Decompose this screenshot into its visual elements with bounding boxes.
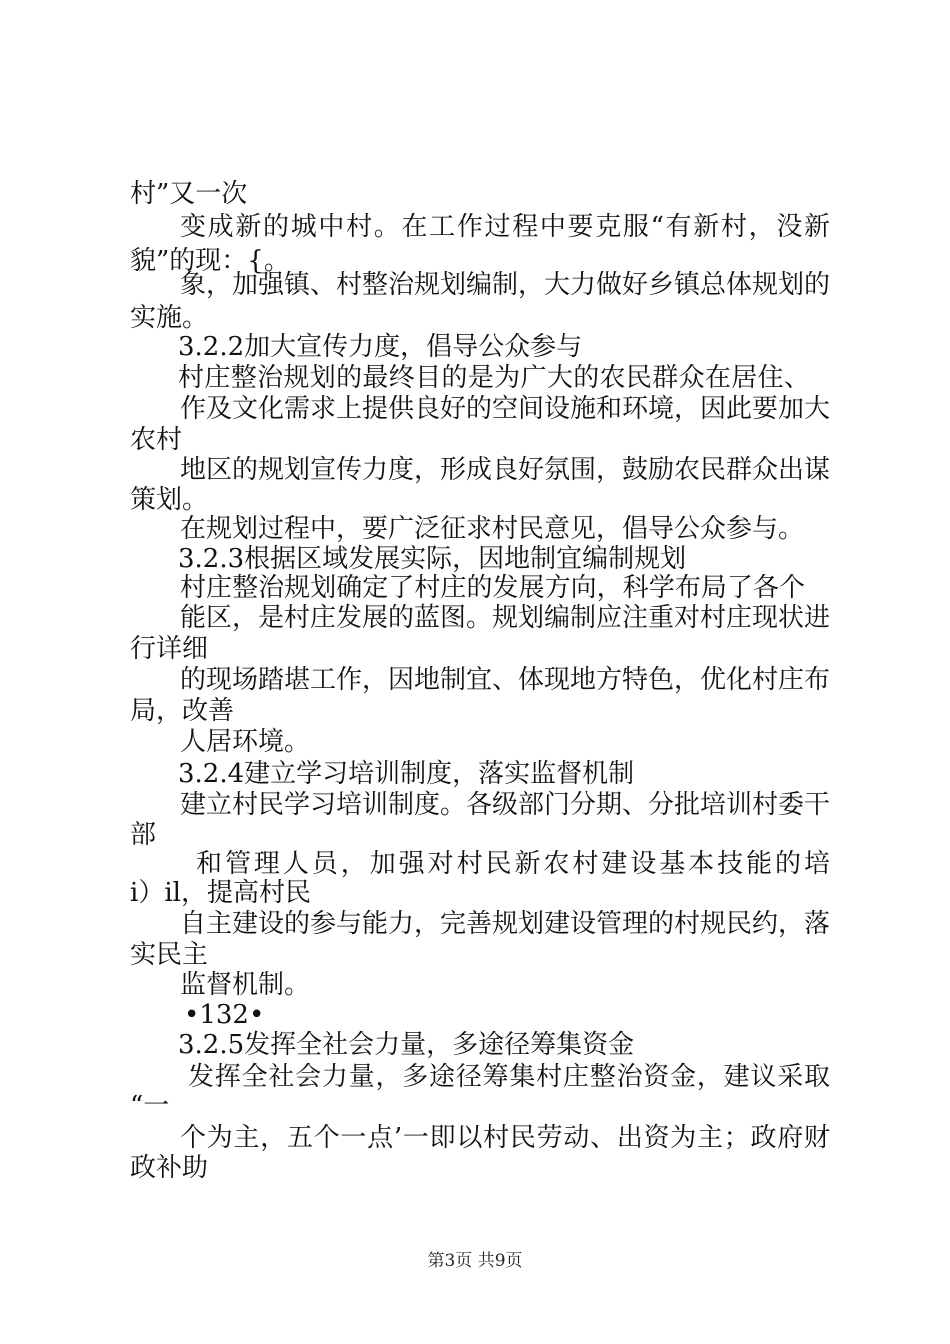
text-line: i）il，提高村民 <box>130 878 311 908</box>
text-line: 地区的规划宣传力度，形成良好氛围，鼓励农民群众出谋 <box>180 455 830 485</box>
page-number-marker: •132• <box>184 1000 265 1030</box>
text-line: 人居环境。 <box>180 727 311 757</box>
text-line: 监督机制。 <box>180 970 311 1000</box>
section-heading: 3.2.3根据区域发展实际，因地制宜编制规划 <box>178 544 687 574</box>
text-line: 行详细 <box>130 634 209 664</box>
text-line: 实民主 <box>130 940 209 970</box>
text-line: 实施。 <box>130 303 209 333</box>
text-line: 农村 <box>130 425 183 455</box>
text-line: 部 <box>130 820 157 850</box>
section-heading: 3.2.2加大宣传力度，倡导公众参与 <box>178 332 583 362</box>
text-line: 象，加强镇、村整治规划编制，大力做好乡镇总体规划的 <box>180 270 830 300</box>
text-line: 变成新的城中村。在工作过程中要克服“有新村，没新 <box>180 212 830 242</box>
section-heading: 3.2.5发挥全社会力量，多途径筹集资金 <box>178 1030 635 1060</box>
section-heading: 3.2.4建立学习培训制度，落实监督机制 <box>178 759 635 789</box>
text-line: “一 <box>130 1091 170 1121</box>
text-line: 在规划过程中，要广泛征求村民意见，倡导公众参与。 <box>180 514 805 544</box>
text-line: 建立村民学习培训制度。各级部门分期、分批培训村委干 <box>180 790 830 820</box>
text-line: 政补助 <box>130 1153 209 1183</box>
text-line: 貌”的现：{。 <box>130 246 290 276</box>
text-line: 局，改善 <box>130 696 235 726</box>
text-line: 能区，是村庄发展的蓝图。规划编制应注重对村庄现状进 <box>180 603 830 633</box>
text-line: 和管理人员，加强对村民新农村建设基本技能的培 <box>196 849 830 879</box>
page-footer: 第3页 共9页 <box>427 1251 523 1271</box>
text-line: 的现场踏堪工作，因地制宜、体现地方特色，优化村庄布 <box>180 665 830 695</box>
text-line: 作及文化需求上提供良好的空间设施和环境，因此要加大 <box>180 394 830 424</box>
text-line: 发挥全社会力量，多途径筹集村庄整治资金，建议采取 <box>188 1062 830 1092</box>
text-line: 村庄整治规划确定了村庄的发展方向，科学布局了各个 <box>180 573 805 603</box>
text-line: 村庄整治规划的最终目的是为广大的农民群众在居住、 <box>178 363 810 393</box>
text-line: 村”又一次 <box>130 179 248 209</box>
text-line: 策划。 <box>130 485 209 515</box>
text-line: 自主建设的参与能力，完善规划建设管理的村规民约，落 <box>180 909 830 939</box>
text-line: 个为主，五个一点’一即以村民劳动、出资为主；政府财 <box>180 1123 830 1153</box>
